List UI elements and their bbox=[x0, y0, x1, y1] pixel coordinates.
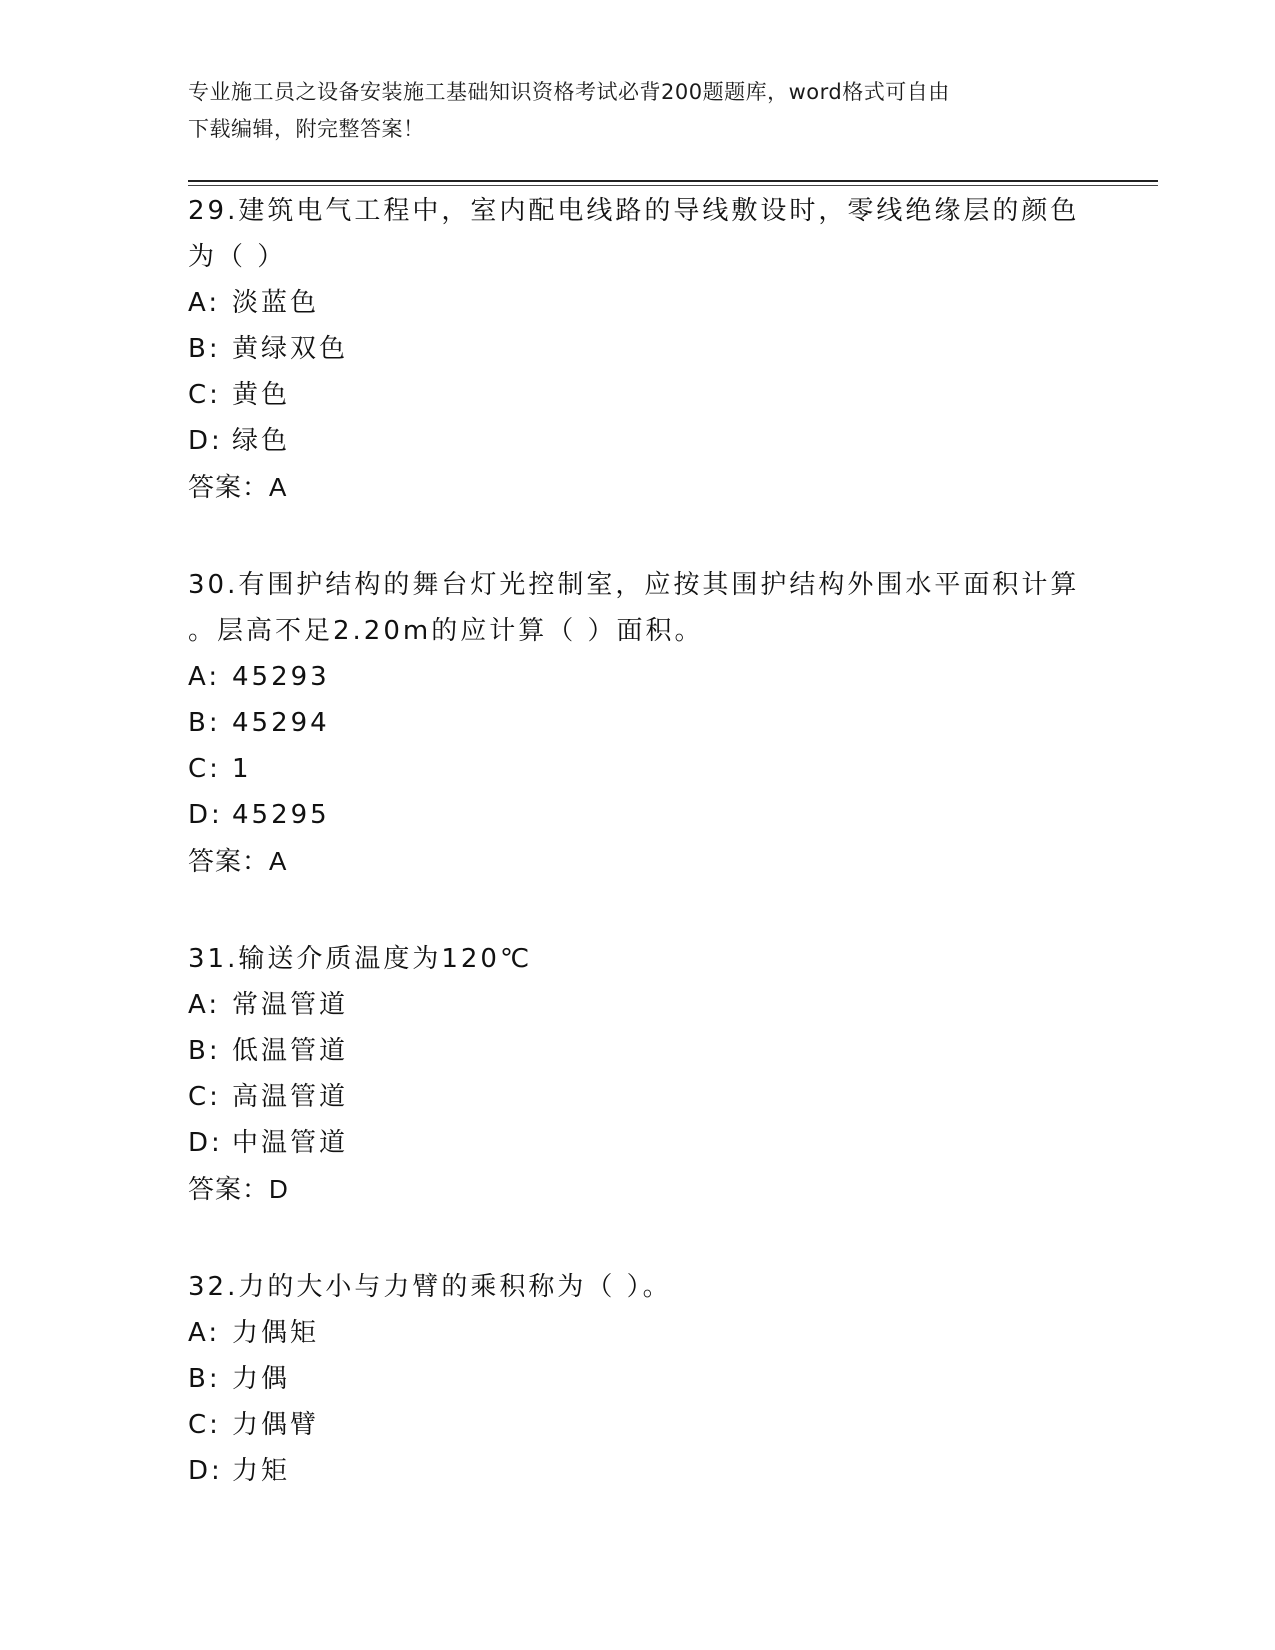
option-text: 高温管道 bbox=[232, 1082, 349, 1112]
option-letter: D: bbox=[188, 1456, 223, 1486]
option-c bbox=[188, 1074, 1088, 1120]
option-letter: C: bbox=[188, 1082, 221, 1112]
option-a bbox=[188, 280, 1088, 326]
option-letter: A: bbox=[188, 990, 221, 1020]
option-letter: A: bbox=[188, 288, 221, 318]
option-letter: A: bbox=[188, 1318, 221, 1348]
option-b bbox=[188, 700, 1088, 746]
option-c bbox=[188, 372, 1088, 418]
option-text: 45294 bbox=[232, 708, 330, 738]
option-letter: C: bbox=[188, 1410, 221, 1440]
question-stem-line: 30.有围护结构的舞台灯光控制室，应按其围护结构外围水平面积计算 bbox=[188, 570, 1080, 600]
option-letter: D: bbox=[188, 1128, 223, 1158]
option-letter: B: bbox=[188, 1036, 221, 1066]
option-b bbox=[188, 1356, 1088, 1402]
header-divider-thin bbox=[188, 185, 1158, 186]
option-a bbox=[188, 982, 1088, 1028]
option-a bbox=[188, 654, 1088, 700]
option-b bbox=[188, 1028, 1088, 1074]
option-text: 绿色 bbox=[232, 426, 291, 456]
option-text: 常温管道 bbox=[232, 990, 349, 1020]
option-letter: A: bbox=[188, 662, 221, 692]
option-a bbox=[188, 1310, 1088, 1356]
option-letter: B: bbox=[188, 334, 221, 364]
option-c bbox=[188, 1402, 1088, 1448]
answer-line: 答案：A bbox=[188, 846, 288, 876]
option-letter: D: bbox=[188, 800, 223, 830]
option-text: 力偶矩 bbox=[232, 1318, 320, 1348]
option-text: 45293 bbox=[232, 662, 330, 692]
question-31 bbox=[188, 936, 1088, 1212]
question-32 bbox=[188, 1264, 1088, 1494]
document-header bbox=[188, 74, 1088, 148]
answer-line: 答案：D bbox=[188, 1174, 289, 1204]
option-letter: B: bbox=[188, 1364, 221, 1394]
question-stem-line: 为（ ） bbox=[188, 242, 287, 272]
question-30 bbox=[188, 562, 1088, 884]
option-text: 黄绿双色 bbox=[232, 334, 349, 364]
option-b bbox=[188, 326, 1088, 372]
option-letter: B: bbox=[188, 708, 221, 738]
question-stem-line: 31.输送介质温度为120℃ bbox=[188, 944, 533, 974]
option-text: 45295 bbox=[232, 800, 330, 830]
option-letter: C: bbox=[188, 754, 221, 784]
answer-line: 答案：A bbox=[188, 472, 288, 502]
option-text: 力矩 bbox=[232, 1456, 291, 1486]
header-line-1: 专业施工员之设备安装施工基础知识资格考试必背200题题库，word格式可自由 bbox=[188, 80, 950, 104]
option-text: 力偶 bbox=[232, 1364, 291, 1394]
option-d bbox=[188, 418, 1088, 464]
option-text: 黄色 bbox=[232, 380, 291, 410]
header-divider-thick bbox=[188, 180, 1158, 182]
question-list bbox=[188, 188, 1088, 1546]
option-c bbox=[188, 746, 1088, 792]
option-letter: C: bbox=[188, 380, 221, 410]
question-29 bbox=[188, 188, 1088, 510]
option-d bbox=[188, 1120, 1088, 1166]
option-text: 中温管道 bbox=[232, 1128, 349, 1158]
option-d bbox=[188, 1448, 1088, 1494]
option-d bbox=[188, 792, 1088, 838]
header-line-2: 下载编辑，附完整答案！ bbox=[188, 117, 425, 141]
option-letter: D: bbox=[188, 426, 223, 456]
option-text: 1 bbox=[232, 754, 252, 784]
question-stem-line: 32.力的大小与力臂的乘积称为（ ）。 bbox=[188, 1272, 672, 1302]
option-text: 淡蓝色 bbox=[232, 288, 320, 318]
option-text: 力偶臂 bbox=[232, 1410, 320, 1440]
option-text: 低温管道 bbox=[232, 1036, 349, 1066]
question-stem-line: 。层高不足2.20m的应计算（ ）面积。 bbox=[188, 616, 704, 646]
question-stem-line: 29.建筑电气工程中，室内配电线路的导线敷设时，零线绝缘层的颜色 bbox=[188, 196, 1080, 226]
